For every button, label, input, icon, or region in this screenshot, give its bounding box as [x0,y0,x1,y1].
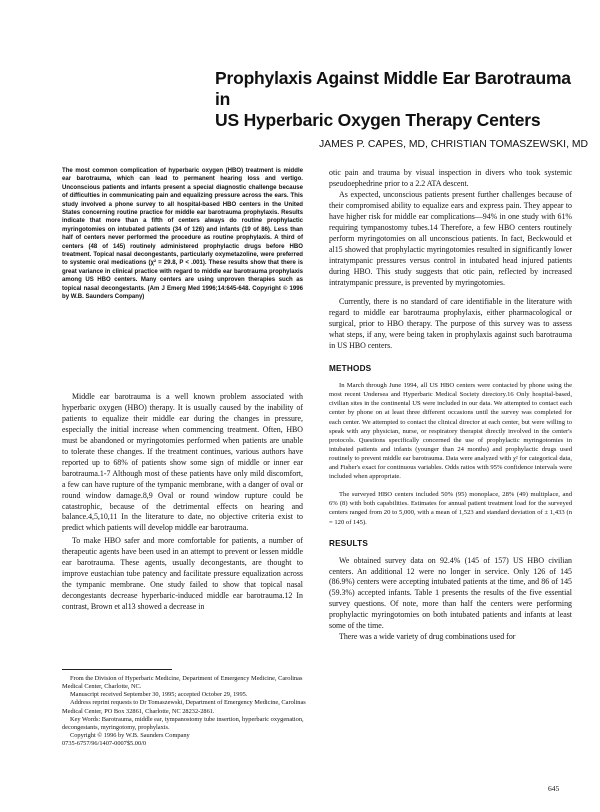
footnote-key-words: Key Words: Barotrauma, middle ear, tympanostomy tube insertion, hyperbaric oxygenation, decongestants, myringotomy, prophylaxis. [62,715,304,731]
body-column-right [329,168,572,643]
footnote-code: 0735-6757/96/1407-0007$5.00/0 [62,740,147,748]
author-byline: JAMES P. CAPES, MD, CHRISTIAN TOMASZEWSKI, MD [318,139,588,150]
body-paragraph: We obtained survey data on 92.4% (145 of 157) US HBO civilian centers. An additional 12 were no longer in service. Only 126 of 145 (86.9%) centers were accepting intubated patients at the time, and 86 of 145 (59.3%) accepted infants. Table 1 presents the results of the five essential survey questions. Of note, more than half the centers were performing prophylactic myringotomies on both intubated patients and infants at least some of the time. [329,555,572,631]
body-paragraph: otic pain and trauma by visual inspection in divers who took systemic pseudoephedrine prior to a 2.2 ATA descent. [329,168,572,188]
article-title-line-1: Prophylaxis Against Middle Ear Barotrauma in [215,68,571,109]
footnote-manuscript-dates: Manuscript received September 30, 1995; accepted October 29, 1995. [70,691,248,699]
body-paragraph: Currently, there is no standard of care identifiable in the literature with regard to middle ear barotrauma prophylaxis, either pharmacological or surgical, prior to HBO therapy. The purpose of this survey was to assess what steps, if any, were being taken in prophylaxis against such barotrauma in US HBO centers. [329,297,572,351]
abstract: The most common complication of hyperbaric oxygen (HBO) treatment is middle ear barotrauma, which can lead to permanent hearing loss and vertigo. Unconscious patients and infants present a special diagnostic challenge because of difficulties in communicating pain and equalizing pressure across the ears. This study involved a phone survey to all hospital-based HBO centers in the United States concerning routine practice for middle ear barotrauma prophylaxis. Results indicate that more than a fifth of centers always do routine prophylactic myringotomies on intubated patients (34 of 126) and infants (19 of 86). Less than half of centers never performed the procedure as routine prophylaxis. A third of centers (48 of 145) routinely administered prophylactic drugs before HBO treatment. Topical nasal decongestants, particularly oxymetazoline, were preferred to systemic oral medications (χ² = 29.8, P < .001). These results show that there is great variance in clinical practice with regard to middle ear barotrauma prophylaxis among US HBO centers. Many centers are using unproven therapies such as topical nasal decongestants. (Am J Emerg Med 1996;14:645-648. Copyright © 1996 by W.B. Saunders Company) [62,168,303,301]
page-number: 645 [548,784,560,793]
body-paragraph: As expected, unconscious patients present further challenges because of their compromised ability to equalize ears and express pain. They appear to have higher risk for middle ear complications—94% in one study with 61% requiring tympanostomy tubes.14 Therefore, a few HBO centers routinely perform myringotomies on all unconscious patients. In fact, Beckwould et al15 showed that prophylactic myringotomies resulted in significantly lower intratympanic pressures versus control in intubated head injured patients during HBO. This study suggests that otic pain, reflected by increased intratympanic pressure, is prevented by myringotomies. [329,189,572,287]
body-paragraph: Middle ear barotrauma is a well known problem associated with hyperbaric oxygen (HBO) therapy. It is usually caused by the inability of patients to equalize their middle ear during the changes in pressure, especially the initial increase when commencing treatment. Often, HBO must be abandoned or myringotomies performed when patients are unable to tolerate these changes. If the treatment continues, various authors have reported up to 68% of patients show some sign of middle or inner ear barotrauma.1-7 Although most of these patients have only mild discomfort, a few can have rupture of the tympanic membrane, with a danger of oval or round window damage.8,9 Oval or round window rupture could be catastrophic, because of the detrimental effects on hearing and balance.4,5,10,11 In the literature to date, no objective criteria exist to predict which patients will develop middle ear barotrauma. [62,392,303,533]
footnote-divider [62,669,172,670]
body-paragraph: There was a wide variety of drug combinations used for [339,632,516,642]
footnote-affiliation: From the Division of Hyperbaric Medicine, Department of Emergency Medicine, Carolinas Medical Center, Charlotte, NC. [62,675,303,691]
footnote-reprint-address: Address reprint requests to Dr Tomaszewski, Department of Emergency Medicine, Carolinas Medical Center, PO Box 32861, Charlotte, NC 28232-2861. [62,699,306,715]
footnote-copyright: Copyright © 1996 by W.B. Saunders Company [70,732,190,740]
body-paragraph: To make HBO safer and more comfortable for patients, a number of therapeutic agents have been used in an attempt to prevent or lessen middle ear barotrauma. These agents, usually decongestants, are thought to improve eustachian tube patency and facilitate pressure equalization across the tympanic membrane. One study failed to show that topical nasal decongestants decrease hyperbaric-induced middle ear barotrauma.12 In contrast, Brown et al13 showed a decrease in [62,536,303,612]
methods-paragraph: The surveyed HBO centers included 50% (95) monoplace, 28% (49) multiplace, and 6% (8) with both capabilities. Estimates for annual patient treatment load for the surveyed centers ranged from 20 to 5,000, with a mean of 1,523 and standard deviation of ± 1,433 (n = 120 of 145). [329,491,572,526]
section-heading-methods: METHODS [329,364,372,374]
article-title [215,68,585,131]
footnotes [62,675,307,748]
section-heading-results: RESULTS [329,538,369,548]
article-title-line-2: US Hyperbaric Oxygen Therapy Centers [215,110,541,130]
methods-paragraph: In March through June 1994, all US HBO centers were contacted by phone using the most recent Undersea and Hyperbaric Medical Society directory.16 Only hospital-based, civilian sites in the continental US were included in our data. We attempted to contact each center by phone on at least three different occasions until the survey was completed for each center. We attempted to contact the clinical director at each center, but were willing to speak with any physician, nurse, or respiratory therapist directly involved in the center's protocols. Questions specifically concerned the use of prophylactic myringotomies in intubated patients and infants (younger than 24 months) and prophylactic drugs used routinely to prevent middle ear barotrauma. Data were analyzed with χ² for categorical data, and Fisher's exact for continuous variables. Odds ratios with 95% confidence intervals were included when appropriate. [329,382,572,481]
body-column-left [62,392,303,613]
